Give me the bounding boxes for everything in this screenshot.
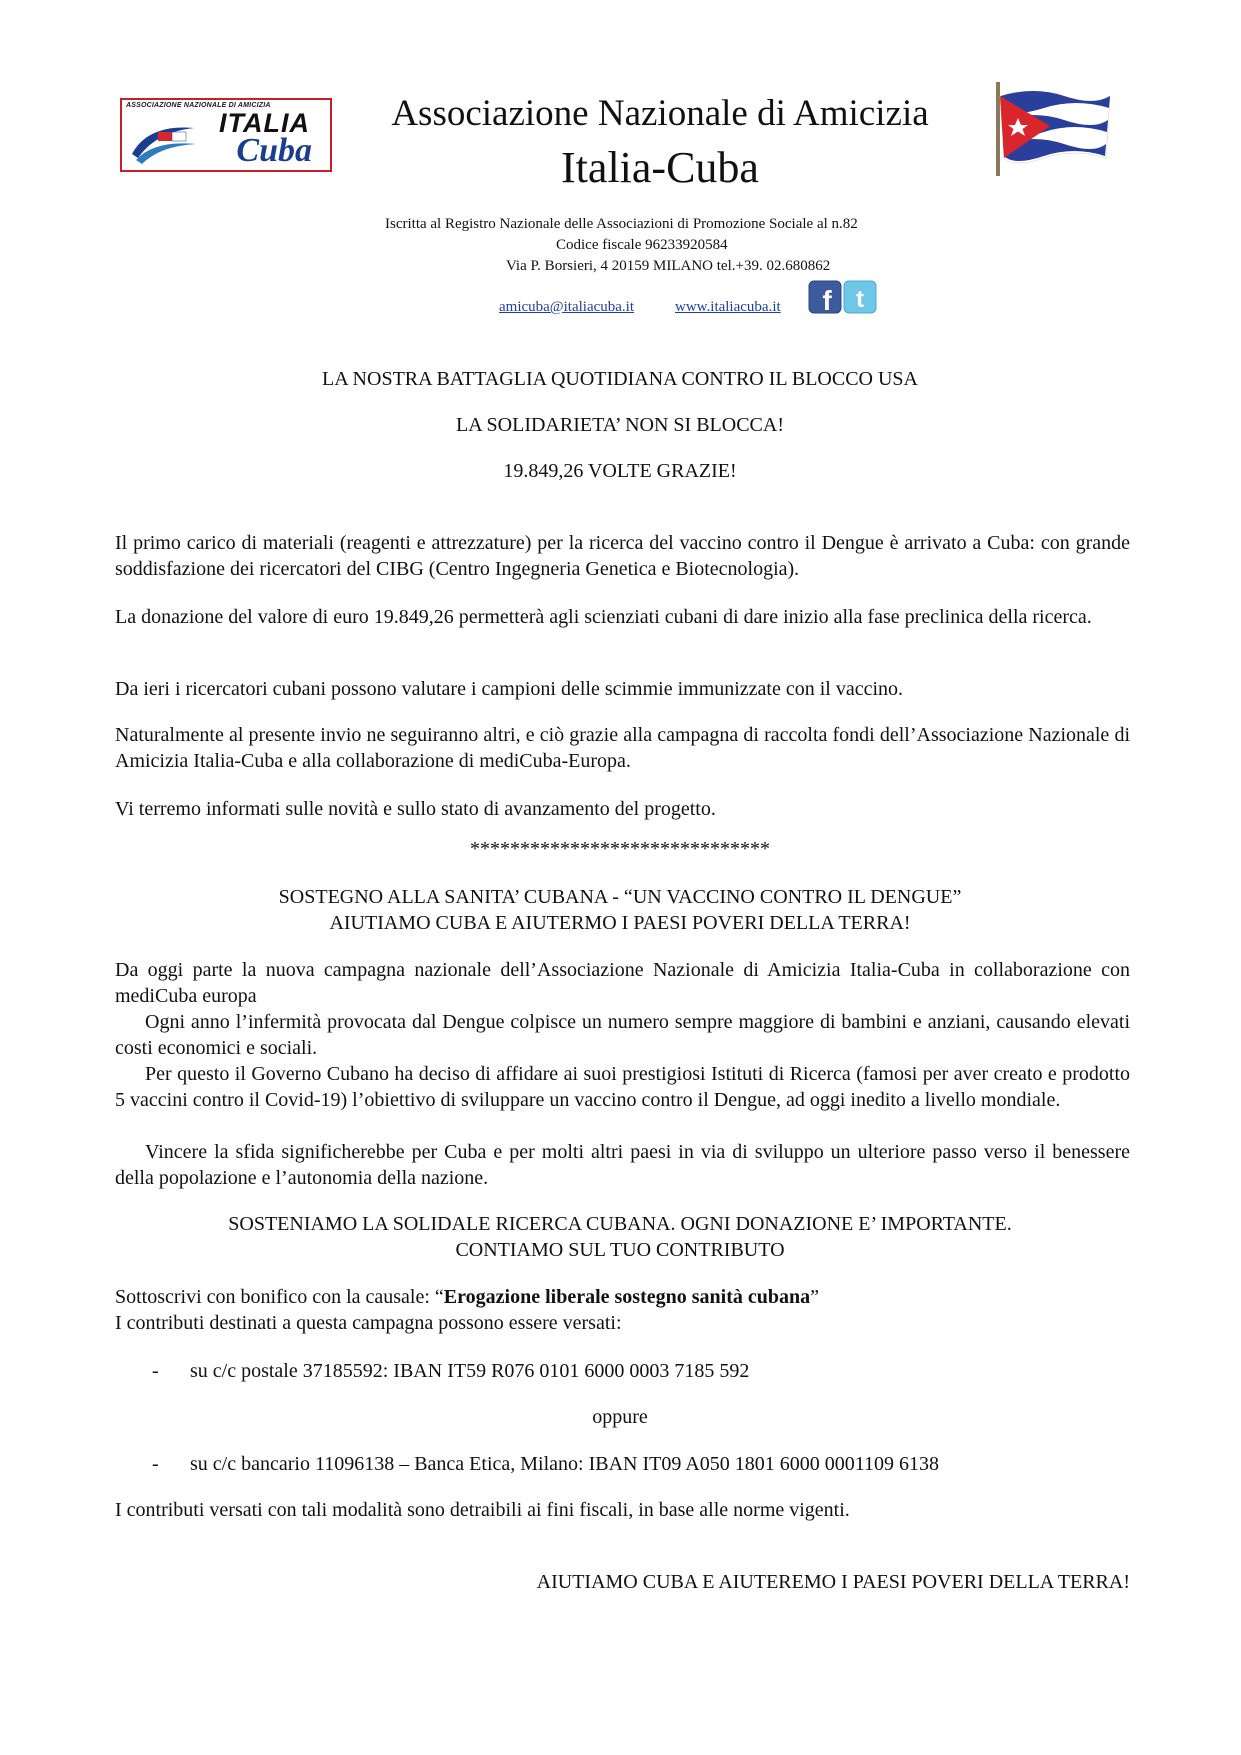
donation-intro: [115, 1284, 1130, 1310]
or-separator: oppure: [592, 1406, 648, 1428]
svg-text:f: f: [822, 285, 832, 314]
donation-intro-suffix: ”: [810, 1286, 819, 1308]
bullet-dash: -: [152, 1360, 159, 1382]
heading-solidarity: LA SOLIDARIETA’ NON SI BLOCCA!: [455, 414, 785, 436]
email-link[interactable]: amicuba@italiacuba.it: [499, 299, 635, 315]
logo-swoosh-icon: [128, 114, 198, 166]
bullet-dash: -: [152, 1453, 159, 1475]
heading-thanks: 19.849,26 VOLTE GRAZIE!: [503, 460, 737, 482]
address: Via P. Borsieri, 4 20159 MILANO tel.+39. 02.680862: [506, 258, 831, 274]
paragraph-new-campaign: Da oggi parte la nuova campagna nazionale dell’Associazione Nazionale di Amicizia Italia-Cuba in collaborazione con mediCuba europa: [115, 959, 1130, 1007]
association-logo: [120, 98, 332, 172]
paragraph-government: Per questo il Governo Cubano ha deciso di affidare ai suoi prestigiosi Istituti di Ricerca (famosi per aver creato e prodotto 5 vaccini contro il Covid-19) l’obiettivo di sviluppare un vaccino contro il Dengue, ad oggi inedito a livello mondiale.: [115, 1063, 1130, 1111]
appeal-line2: CONTIAMO SUL TUO CONTRIBUTO: [455, 1239, 785, 1261]
section2-title2: AIUTIAMO CUBA E AIUTERMO I PAESI POVERI DELLA TERRA!: [329, 912, 911, 934]
association-title-line2: Italia-Cuba: [561, 143, 759, 192]
postal-account: su c/c postale 37185592: IBAN IT59 R076 0101 6000 0003 7185 592: [190, 1360, 750, 1382]
tax-note: I contributi versati con tali modalità sono detraibili ai fini fiscali, in base alle norme vigenti.: [115, 1499, 850, 1521]
svg-text:t: t: [856, 286, 864, 313]
paragraph-updates: Vi terremo informati sulle novità e sullo stato di avanzamento del progetto.: [115, 798, 716, 820]
twitter-icon[interactable]: [843, 280, 877, 314]
logo-word-italia: ITALIA: [219, 108, 310, 138]
paragraph-dengue-impact: Ogni anno l’infermità provocata dal Dengue colpisce un numero sempre maggiore di bambini e anziani, causando elevati costi economici e sociali.: [115, 1011, 1130, 1059]
fiscal-code: Codice fiscale 96233920584: [556, 237, 728, 253]
paragraph-first-shipment: Il primo carico di materiali (reagenti e attrezzature) per la ricerca del vaccino contro il Dengue è arrivato a Cuba: con grande soddisfazione dei ricercatori del CIBG (Centro Ingegneria Genetica e Biotecnologia).: [115, 532, 1130, 580]
registry-info: Iscritta al Registro Nazionale delle Associazioni di Promozione Sociale al n.82: [385, 216, 858, 232]
paragraph-campaign: Naturalmente al presente invio ne seguiranno altri, e ciò grazie alla campagna di raccolta fondi dell’Associazione Nazionale di Amicizia Italia-Cuba e alla collaborazione di mediCuba-Europa.: [115, 724, 1130, 772]
facebook-icon[interactable]: [808, 280, 842, 314]
paragraph-challenge: Vincere la sfida significherebbe per Cuba e per molti altri paesi in via di sviluppo un ulteriore passo verso il benessere della popolazione e l’autonomia della nazione.: [115, 1141, 1130, 1189]
section2-title1: SOSTEGNO ALLA SANITA’ CUBANA - “UN VACCINO CONTRO IL DENGUE”: [278, 886, 962, 908]
bank-account: su c/c bancario 11096138 – Banca Etica, Milano: IBAN IT09 A050 1801 6000 0001109 6138: [190, 1453, 939, 1475]
closing-slogan: AIUTIAMO CUBA E AIUTEREMO I PAESI POVERI DELLA TERRA!: [536, 1571, 1130, 1593]
logo-word-cuba: Cuba: [236, 132, 312, 169]
donation-intro-prefix: Sottoscrivi con bonifico con la causale: “: [115, 1286, 444, 1308]
donation-intro2: I contributi destinati a questa campagna possono essere versati:: [115, 1312, 622, 1334]
website-link[interactable]: www.italiacuba.it: [675, 299, 781, 315]
appeal-line1: SOSTENIAMO LA SOLIDALE RICERCA CUBANA. OGNI DONAZIONE E’ IMPORTANTE.: [228, 1213, 1012, 1235]
paragraph-donation-value: La donazione del valore di euro 19.849,26 permetterà agli scienziati cubani di dare inizio alla fase preclinica della ricerca.: [115, 606, 1092, 628]
separator: ******************************: [470, 838, 770, 860]
association-title-line1: Associazione Nazionale di Amicizia: [391, 93, 929, 134]
logo-top-text: ASSOCIAZIONE NAZIONALE DI AMICIZIA: [126, 102, 271, 109]
paragraph-samples: Da ieri i ricercatori cubani possono valutare i campioni delle scimmie immunizzate con il vaccino.: [115, 678, 904, 700]
heading-blockade: LA NOSTRA BATTAGLIA QUOTIDIANA CONTRO IL BLOCCO USA: [322, 368, 918, 390]
donation-causale: Erogazione liberale sostegno sanità cubana: [443, 1286, 811, 1308]
cuban-flag-icon: [994, 82, 1114, 178]
